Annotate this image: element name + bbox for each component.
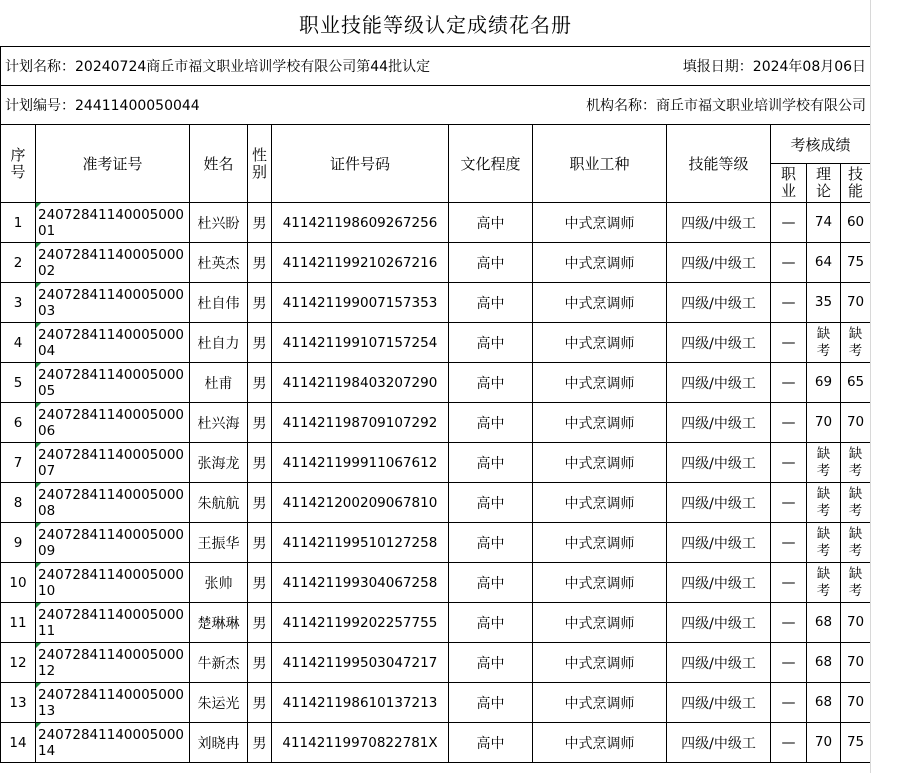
cell-ticket: 2407284114000500002	[36, 243, 190, 283]
cell-theory: 缺考	[807, 523, 841, 563]
cell-skill: 缺考	[841, 443, 871, 483]
cell-seq: 1	[1, 203, 36, 243]
cell-id: 411421198709107292	[272, 403, 449, 443]
cell-edu: 高中	[449, 483, 533, 523]
cell-name: 王振华	[190, 523, 248, 563]
cell-ticket: 2407284114000500005	[36, 363, 190, 403]
cell-id: 411421199503047217	[272, 643, 449, 683]
fill-date: 填报日期：2024年08月06日	[667, 47, 871, 86]
cell-id: 411421199202257755	[272, 603, 449, 643]
header-score-theory: 理论	[807, 164, 841, 203]
cell-ticket: 2407284114000500009	[36, 523, 190, 563]
cell-id: 411421199304067258	[272, 563, 449, 603]
header-name: 姓名	[190, 125, 248, 203]
cell-prof: —	[771, 643, 807, 683]
cell-seq: 5	[1, 363, 36, 403]
cell-level: 四级/中级工	[667, 203, 771, 243]
cell-edu: 高中	[449, 203, 533, 243]
cell-level: 四级/中级工	[667, 723, 771, 763]
table-row	[1, 483, 871, 523]
cell-skill: 缺考	[841, 323, 871, 363]
table-row	[1, 443, 871, 483]
cell-seq: 7	[1, 443, 36, 483]
cell-seq: 11	[1, 603, 36, 643]
cell-level: 四级/中级工	[667, 603, 771, 643]
table-row	[1, 363, 871, 403]
cell-id: 411421198609267256	[272, 203, 449, 243]
cell-name: 朱运光	[190, 683, 248, 723]
cell-edu: 高中	[449, 683, 533, 723]
header-ticket: 准考证号	[36, 125, 190, 203]
header-edu: 文化程度	[449, 125, 533, 203]
table-row	[1, 603, 871, 643]
cell-edu: 高中	[449, 283, 533, 323]
cell-name: 杜兴盼	[190, 203, 248, 243]
table-row	[1, 643, 871, 683]
cell-id: 411421199210267216	[272, 243, 449, 283]
cell-edu: 高中	[449, 323, 533, 363]
cell-gender: 男	[248, 563, 272, 603]
cell-skill: 70	[841, 403, 871, 443]
cell-name: 杜甫	[190, 363, 248, 403]
cell-theory: 缺考	[807, 483, 841, 523]
cell-level: 四级/中级工	[667, 483, 771, 523]
cell-job: 中式烹调师	[533, 643, 667, 683]
cell-prof: —	[771, 403, 807, 443]
cell-name: 牛新杰	[190, 643, 248, 683]
org-name: 机构名称：商丘市福文职业培训学校有限公司	[533, 86, 871, 125]
header-score: 考核成绩	[771, 125, 871, 164]
cell-id: 411421199007157353	[272, 283, 449, 323]
header-level: 技能等级	[667, 125, 771, 203]
header-seq: 序号	[1, 125, 36, 203]
cell-theory: 35	[807, 283, 841, 323]
cell-id: 411421200209067810	[272, 483, 449, 523]
sheet-grid-edge	[870, 0, 898, 773]
cell-id: 411421199107157254	[272, 323, 449, 363]
cell-theory: 69	[807, 363, 841, 403]
cell-seq: 4	[1, 323, 36, 363]
cell-job: 中式烹调师	[533, 403, 667, 443]
cell-id: 411421198610137213	[272, 683, 449, 723]
cell-theory: 70	[807, 723, 841, 763]
cell-prof: —	[771, 723, 807, 763]
cell-job: 中式烹调师	[533, 283, 667, 323]
cell-edu: 高中	[449, 723, 533, 763]
cell-level: 四级/中级工	[667, 243, 771, 283]
cell-level: 四级/中级工	[667, 443, 771, 483]
table-row	[1, 203, 871, 243]
cell-name: 刘晓冉	[190, 723, 248, 763]
cell-level: 四级/中级工	[667, 363, 771, 403]
cell-ticket: 2407284114000500004	[36, 323, 190, 363]
cell-edu: 高中	[449, 243, 533, 283]
cell-prof: —	[771, 443, 807, 483]
cell-edu: 高中	[449, 643, 533, 683]
cell-level: 四级/中级工	[667, 563, 771, 603]
cell-theory: 70	[807, 403, 841, 443]
cell-edu: 高中	[449, 443, 533, 483]
cell-name: 杜自伟	[190, 283, 248, 323]
cell-seq: 9	[1, 523, 36, 563]
table-row	[1, 683, 871, 723]
cell-seq: 8	[1, 483, 36, 523]
table-row	[1, 563, 871, 603]
cell-prof: —	[771, 243, 807, 283]
plan-number: 计划编号：24411400050044	[1, 86, 533, 125]
cell-gender: 男	[248, 443, 272, 483]
cell-theory: 68	[807, 683, 841, 723]
cell-name: 杜英杰	[190, 243, 248, 283]
cell-theory: 74	[807, 203, 841, 243]
cell-gender: 男	[248, 403, 272, 443]
cell-job: 中式烹调师	[533, 523, 667, 563]
cell-name: 楚琳琳	[190, 603, 248, 643]
cell-level: 四级/中级工	[667, 643, 771, 683]
cell-job: 中式烹调师	[533, 603, 667, 643]
table-row	[1, 323, 871, 363]
cell-skill: 60	[841, 203, 871, 243]
cell-ticket: 2407284114000500012	[36, 643, 190, 683]
table-row	[1, 723, 871, 763]
cell-ticket: 2407284114000500013	[36, 683, 190, 723]
cell-gender: 男	[248, 683, 272, 723]
cell-seq: 12	[1, 643, 36, 683]
cell-id: 411421199510127258	[272, 523, 449, 563]
cell-skill: 70	[841, 603, 871, 643]
cell-job: 中式烹调师	[533, 443, 667, 483]
cell-name: 朱航航	[190, 483, 248, 523]
cell-job: 中式烹调师	[533, 563, 667, 603]
cell-prof: —	[771, 563, 807, 603]
cell-name: 张帅	[190, 563, 248, 603]
cell-edu: 高中	[449, 403, 533, 443]
cell-seq: 10	[1, 563, 36, 603]
cell-gender: 男	[248, 323, 272, 363]
cell-ticket: 2407284114000500011	[36, 603, 190, 643]
cell-skill: 75	[841, 723, 871, 763]
cell-id: 41142119970822781X	[272, 723, 449, 763]
cell-name: 杜兴海	[190, 403, 248, 443]
cell-theory: 缺考	[807, 563, 841, 603]
cell-skill: 70	[841, 283, 871, 323]
cell-prof: —	[771, 203, 807, 243]
cell-edu: 高中	[449, 563, 533, 603]
cell-skill: 65	[841, 363, 871, 403]
cell-seq: 3	[1, 283, 36, 323]
header-job: 职业工种	[533, 125, 667, 203]
cell-job: 中式烹调师	[533, 243, 667, 283]
cell-edu: 高中	[449, 523, 533, 563]
cell-job: 中式烹调师	[533, 323, 667, 363]
cell-ticket: 2407284114000500001	[36, 203, 190, 243]
cell-ticket: 2407284114000500014	[36, 723, 190, 763]
cell-name: 杜自力	[190, 323, 248, 363]
cell-prof: —	[771, 603, 807, 643]
cell-level: 四级/中级工	[667, 283, 771, 323]
cell-seq: 13	[1, 683, 36, 723]
header-score-prof: 职业	[771, 164, 807, 203]
table-row	[1, 403, 871, 443]
cell-skill: 70	[841, 643, 871, 683]
plan-name: 计划名称：20240724商丘市福文职业培训学校有限公司第44批认定	[1, 47, 667, 86]
cell-job: 中式烹调师	[533, 363, 667, 403]
cell-ticket: 2407284114000500010	[36, 563, 190, 603]
cell-prof: —	[771, 683, 807, 723]
cell-theory: 缺考	[807, 323, 841, 363]
cell-seq: 2	[1, 243, 36, 283]
cell-prof: —	[771, 323, 807, 363]
cell-gender: 男	[248, 723, 272, 763]
cell-skill: 缺考	[841, 483, 871, 523]
cell-theory: 68	[807, 603, 841, 643]
cell-id: 411421199911067612	[272, 443, 449, 483]
cell-prof: —	[771, 483, 807, 523]
header-gender: 性别	[248, 125, 272, 203]
cell-level: 四级/中级工	[667, 403, 771, 443]
cell-name: 张海龙	[190, 443, 248, 483]
cell-seq: 14	[1, 723, 36, 763]
cell-job: 中式烹调师	[533, 203, 667, 243]
cell-gender: 男	[248, 603, 272, 643]
cell-gender: 男	[248, 243, 272, 283]
cell-gender: 男	[248, 523, 272, 563]
cell-level: 四级/中级工	[667, 523, 771, 563]
cell-gender: 男	[248, 203, 272, 243]
table-row	[1, 523, 871, 563]
cell-prof: —	[771, 523, 807, 563]
cell-prof: —	[771, 363, 807, 403]
cell-skill: 75	[841, 243, 871, 283]
page-title: 职业技能等级认定成绩花名册	[1, 0, 871, 47]
cell-skill: 70	[841, 683, 871, 723]
cell-edu: 高中	[449, 363, 533, 403]
cell-gender: 男	[248, 643, 272, 683]
cell-gender: 男	[248, 283, 272, 323]
cell-ticket: 2407284114000500006	[36, 403, 190, 443]
cell-ticket: 2407284114000500007	[36, 443, 190, 483]
cell-theory: 64	[807, 243, 841, 283]
cell-skill: 缺考	[841, 563, 871, 603]
cell-id: 411421198403207290	[272, 363, 449, 403]
cell-level: 四级/中级工	[667, 323, 771, 363]
cell-ticket: 2407284114000500008	[36, 483, 190, 523]
table-row	[1, 283, 871, 323]
cell-seq: 6	[1, 403, 36, 443]
cell-level: 四级/中级工	[667, 683, 771, 723]
cell-ticket: 2407284114000500003	[36, 283, 190, 323]
cell-gender: 男	[248, 363, 272, 403]
header-id: 证件号码	[272, 125, 449, 203]
cell-theory: 68	[807, 643, 841, 683]
cell-theory: 缺考	[807, 443, 841, 483]
table-row	[1, 243, 871, 283]
cell-prof: —	[771, 283, 807, 323]
cell-job: 中式烹调师	[533, 723, 667, 763]
header-score-skill: 技能	[841, 164, 871, 203]
cell-edu: 高中	[449, 603, 533, 643]
cell-skill: 缺考	[841, 523, 871, 563]
cell-gender: 男	[248, 483, 272, 523]
cell-job: 中式烹调师	[533, 683, 667, 723]
cell-job: 中式烹调师	[533, 483, 667, 523]
